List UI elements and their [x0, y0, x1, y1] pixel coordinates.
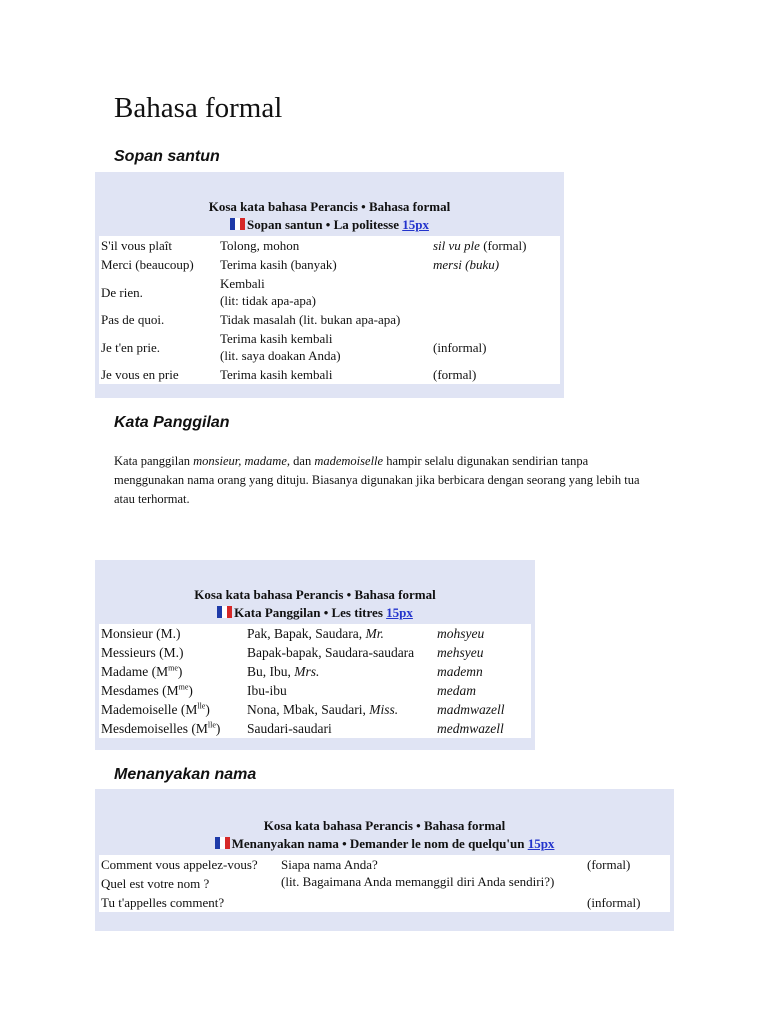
indonesian-meaning: Siapa nama Anda? (lit. Bagaimana Anda memanggil diri Anda sendiri?) — [281, 857, 555, 889]
french-term: Quel est votre nom ? — [101, 876, 210, 891]
vocab-box-kata-panggilan — [95, 560, 535, 750]
abbrev-superscript: me — [178, 682, 189, 692]
box-subtitle-text: Kata Panggilan • Les titres — [234, 605, 383, 620]
box-subtitle-text: Menanyakan nama • Demander le nom de quelqu'un — [231, 836, 525, 851]
box-header — [99, 817, 670, 853]
pronunciation: mehsyeu — [437, 645, 484, 660]
vocab-table-asking-name — [99, 855, 670, 912]
indonesian-meaning: Terima kasih kembali — [220, 367, 333, 382]
indonesian-meaning: Nona, Mbak, Saudari, Miss. — [247, 702, 399, 717]
table-row — [99, 274, 560, 310]
indonesian-meaning: Tidak masalah (lit. bukan apa-apa) — [220, 312, 401, 327]
pronunciation: mademn — [437, 664, 483, 679]
table-row — [99, 310, 560, 329]
abbrev-superscript: me — [168, 663, 178, 673]
indonesian-meaning: Terima kasih kembali (lit. saya doakan Anda) — [220, 331, 341, 363]
table-row — [99, 681, 531, 700]
vocab-table-titles — [99, 624, 531, 738]
french-term: Merci (beaucoup) — [101, 257, 194, 272]
pronunciation: mersi (buku) — [433, 257, 500, 272]
table-row — [99, 255, 560, 274]
table-row — [99, 893, 670, 912]
indonesian-meaning: Saudari-saudari — [247, 721, 332, 736]
french-title: Mesdemoiselles $(M^{lle})$ — [101, 720, 221, 736]
box-title: Kosa kata bahasa Perancis • Bahasa formal — [194, 587, 436, 602]
box-subtitle-text: Sopan santun • La politesse — [247, 217, 399, 232]
indonesian-meaning: Tolong, mohon — [220, 238, 300, 253]
table-row — [99, 662, 531, 681]
pronunciation: mohsyeu — [437, 626, 485, 641]
table-row — [99, 329, 560, 365]
section-heading-sopan-santun: Sopan santun — [114, 148, 220, 165]
register-note: (informal) — [587, 895, 641, 910]
box-title: Kosa kata bahasa Perancis • Bahasa formal — [263, 818, 506, 833]
french-flag-icon — [230, 218, 245, 230]
size-link[interactable]: 15px — [402, 217, 429, 232]
table-row — [99, 700, 531, 719]
french-term: Tu t'appelles comment? — [101, 895, 225, 910]
table-row — [99, 719, 531, 738]
abbrev-superscript: lle — [207, 720, 216, 730]
kata-panggilan-paragraph: Kata panggilan monsieur, madame, dan mademoiselle hampir selalu digunakan sendirian tanpa menggunakan nama orang yang dituju. Biasanya digunakan jika berbicara dengan seorang yang lebih tua atau terhormat. — [114, 454, 640, 506]
french-flag-icon — [217, 606, 232, 618]
register-note: (formal) — [433, 367, 477, 382]
french-term: Je vous en prie — [101, 367, 179, 382]
box-subtitle — [99, 216, 560, 234]
french-title: Messieurs (M.) — [101, 645, 184, 660]
indonesian-meaning: Terima kasih (banyak) — [220, 257, 337, 272]
abbrev-superscript: lle — [197, 701, 206, 711]
page-title: Bahasa formal — [114, 92, 283, 124]
indonesian-meaning: Bapak-bapak, Saudara-saudara — [247, 645, 415, 660]
table-row — [99, 236, 560, 255]
pronunciation: madmwazell — [437, 702, 505, 717]
french-term: S'il vous plaît — [101, 238, 172, 253]
size-link[interactable]: 15px — [386, 605, 413, 620]
french-term: Pas de quoi. — [101, 312, 165, 327]
french-term: Je t'en prie. — [101, 339, 161, 355]
indonesian-meaning: Bu, Ibu, Mrs. — [247, 664, 320, 679]
table-row — [99, 624, 531, 643]
french-title: Monsieur (M.) — [101, 626, 181, 641]
indonesian-meaning: Kembali (lit: tidak apa-apa) — [220, 276, 317, 308]
pronunciation: medmwazell — [437, 721, 504, 736]
box-subtitle — [99, 604, 531, 622]
box-header — [99, 586, 531, 622]
table-row — [99, 365, 560, 384]
section-heading-kata-panggilan: Kata Panggilan — [114, 414, 230, 431]
pronunciation-note: sil vu ple (formal) — [433, 238, 527, 253]
section-heading-menanyakan-nama: Menanyakan nama — [114, 766, 257, 783]
french-title: Mesdames $(M^{me})$ — [101, 682, 193, 698]
size-link[interactable]: 15px — [527, 836, 555, 851]
french-term: Comment vous appelez-vous? — [101, 857, 258, 872]
french-term: De rien. — [101, 284, 143, 300]
vocab-box-sopan-santun — [95, 172, 564, 398]
box-title: Kosa kata bahasa Perancis • Bahasa formal — [208, 199, 451, 214]
indonesian-meaning: Pak, Bapak, Saudara, Mr. — [247, 626, 384, 641]
table-row — [99, 643, 531, 662]
register-note: (formal) — [587, 857, 631, 872]
register-note: (informal) — [433, 339, 487, 355]
french-title: Madame $(M^{me})$ — [101, 663, 183, 679]
french-flag-icon — [215, 837, 230, 849]
pronunciation: medam — [437, 683, 476, 698]
indonesian-meaning: Ibu-ibu — [247, 683, 287, 698]
box-subtitle — [99, 835, 670, 853]
box-header — [99, 198, 560, 234]
vocab-table-politeness — [99, 236, 560, 384]
vocab-box-menanyakan-nama — [95, 789, 674, 931]
french-title: Mademoiselle $(M^{lle})$ — [101, 701, 210, 717]
